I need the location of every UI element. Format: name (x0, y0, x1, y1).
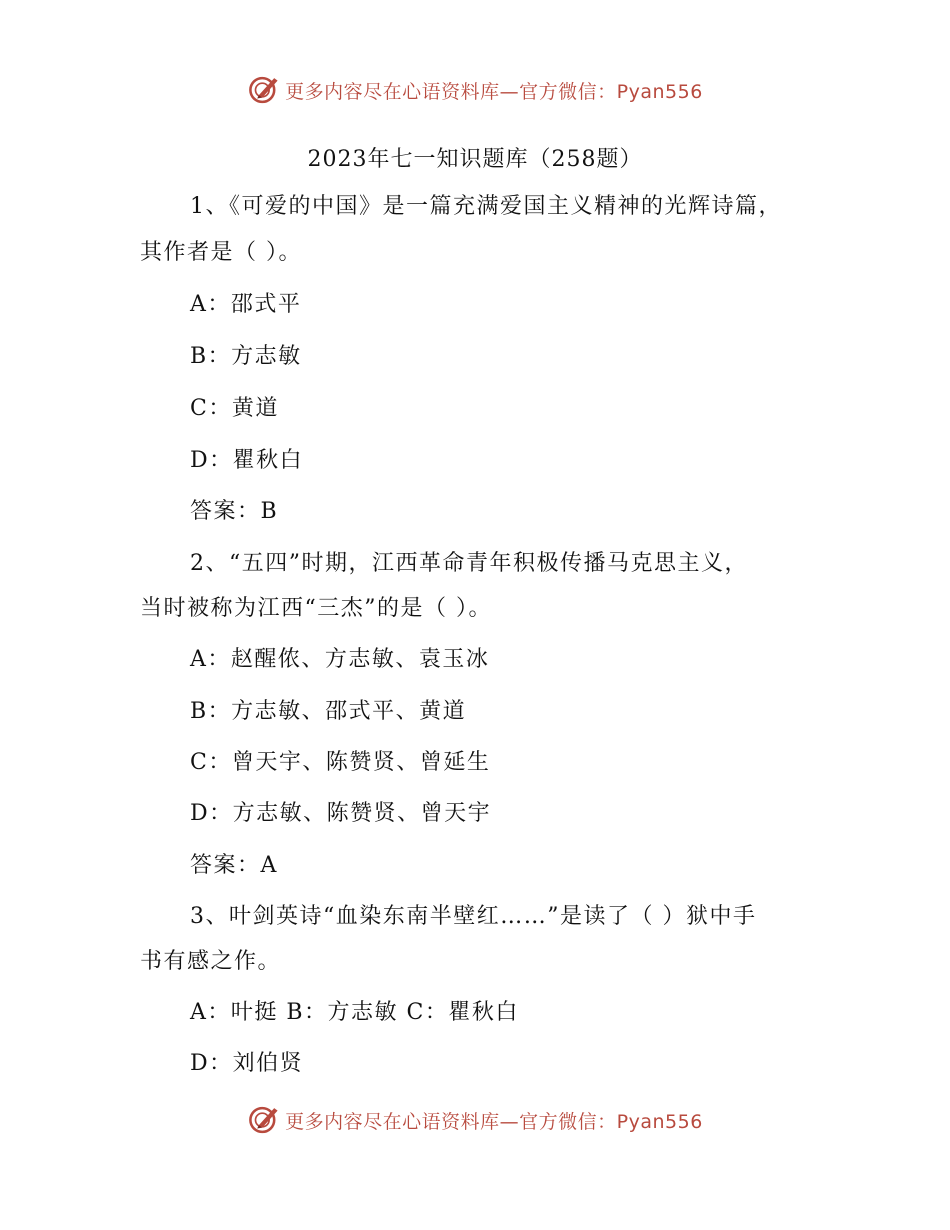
question-1-option-c: C：黄道 (190, 396, 279, 421)
question-3-stem-line-1: 3、叶剑英诗“血染东南半壁红……”是读了（ ）狱中手 (190, 904, 757, 929)
question-2-option-a: A：赵醒侬、方志敏、袁玉冰 (190, 647, 490, 672)
footer-banner (0, 1100, 950, 1140)
question-2-option-b: B：方志敏、邵式平、黄道 (190, 699, 467, 724)
question-3-options-abc: A：叶挺 B：方志敏 C：瞿秋白 (190, 1000, 519, 1025)
pen-seal-logo-icon (247, 1103, 281, 1137)
question-1-option-b: B：方志敏 (190, 344, 302, 369)
question-1-stem-line-2: 其作者是（ ）。 (140, 240, 302, 265)
question-1-stem-line-1: 1、《可爱的中国》是一篇充满爱国主义精神的光辉诗篇， (190, 194, 782, 219)
question-2-option-d: D：方志敏、陈赞贤、曾天宇 (190, 801, 492, 826)
question-3-stem-line-2: 书有感之作。 (140, 949, 282, 974)
header-banner-text: 更多内容尽在心语资料库—官方微信：Pyan556 (285, 80, 703, 103)
pen-seal-logo-icon (247, 73, 281, 107)
question-2-option-c: C：曾天宇、陈赞贤、曾延生 (190, 750, 491, 775)
header-banner (0, 70, 950, 110)
page-title: 2023年七一知识题库（258题） (307, 147, 643, 172)
question-1-option-d: D：瞿秋白 (190, 448, 304, 473)
question-3-option-d: D：刘伯贤 (190, 1051, 304, 1076)
question-2-stem-line-1: 2、“五四”时期，江西革命青年积极传播马克思主义， (190, 551, 748, 576)
question-1-answer: 答案：B (190, 499, 279, 524)
question-1-option-a: A：邵式平 (190, 292, 302, 317)
question-2-stem-line-2: 当时被称为江西“三杰”的是（ ）。 (140, 596, 492, 621)
footer-banner-text: 更多内容尽在心语资料库—官方微信：Pyan556 (285, 1110, 703, 1133)
question-2-answer: 答案：A (190, 853, 278, 878)
